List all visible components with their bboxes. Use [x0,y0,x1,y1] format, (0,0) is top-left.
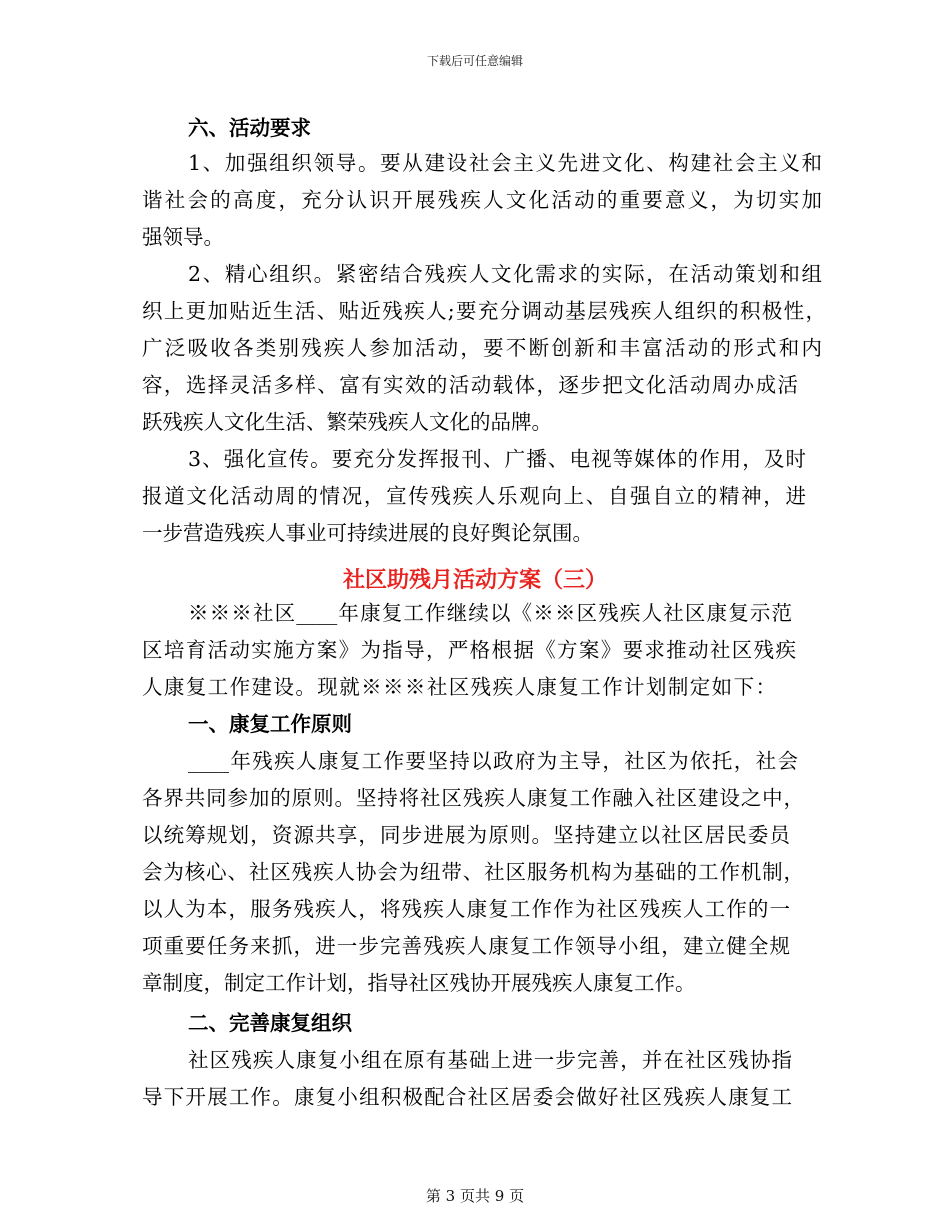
paragraph-line: 广泛吸收各类别残疾人参加活动，要不断创新和丰富活动的形式和内 [142,336,822,360]
paragraph-line: 一步营造残疾人事业可持续进展的良好舆论氛围。 [142,521,593,545]
page-header: 下载后可任意编辑 [426,54,523,68]
paragraph-line: 会为核心、社区残疾人协会为纽带、社区服务机构为基础的工作机制， [142,860,804,884]
paragraph-line: 强领导。 [142,225,224,249]
paragraph-line: 2、精心组织。紧密结合残疾人文化需求的实际，在活动策划和组 [188,262,822,286]
paragraph-line: 以人为本，服务残疾人，将残疾人康复工作作为社区残疾人工作的一 [142,897,790,921]
paragraph-line: ※※※社区____年康复工作继续以《※※区残疾人社区康复示范 [188,601,792,625]
page-footer: 第 3 页共 9 页 [425,1187,525,1205]
paragraph-line: 3、强化宣传。要充分发挥报刊、广播、电视等媒体的作用，及时 [188,447,806,471]
paragraph-line: 人康复工作建设。现就※※※社区残疾人康复工作计划制定如下： [142,675,776,699]
paragraph-line: 谐社会的高度，充分认识开展残疾人文化活动的重要意义，为切实加 [142,188,822,212]
paragraph-line: 以统筹规划，资源共享，同步进展为原则。坚持建立以社区居民委员 [142,823,790,847]
paragraph-line: ____年残疾人康复工作要坚持以政府为主导，社区为依托，社会 [188,749,798,773]
paragraph-line: 1、加强组织领导。要从建设社会主义先进文化、构建社会主义和 [188,151,822,175]
paragraph-line: 项重要任务来抓，进一步完善残疾人康复工作领导小组，建立健全规 [142,934,790,958]
section-title: 社区助残月活动方案（三） [342,568,607,593]
heading-rehab-principles: 一、康复工作原则 [188,712,352,736]
paragraph-line: 社区残疾人康复小组在原有基础上进一步完善，并在社区残协指 [188,1048,792,1072]
paragraph-line: 容，选择灵活多样、富有实效的活动载体，逐步把文化活动周办成活 [142,373,798,397]
heading-activity-requirements: 六、活动要求 [188,116,311,140]
paragraph-line: 跃残疾人文化生活、繁荣残疾人文化的品牌。 [142,410,552,434]
paragraph-line: 章制度，制定工作计划，指导社区残协开展残疾人康复工作。 [142,971,696,995]
paragraph-line: 各界共同参加的原则。坚持将社区残疾人康复工作融入社区建设之中， [142,786,804,810]
paragraph-line: 导下开展工作。康复小组积极配合社区居委会做好社区残疾人康复工 [142,1085,792,1109]
paragraph-line: 报道文化活动周的情况，宣传残疾人乐观向上、自强自立的精神，进 [142,484,806,508]
paragraph-line: 织上更加贴近生活、贴近残疾人;要充分调动基层残疾人组织的积极性， [142,299,826,323]
heading-improve-organization: 二、完善康复组织 [188,1011,352,1035]
paragraph-line: 区培育活动实施方案》为指导，严格根据《方案》要求推动社区残疾 [142,638,796,662]
